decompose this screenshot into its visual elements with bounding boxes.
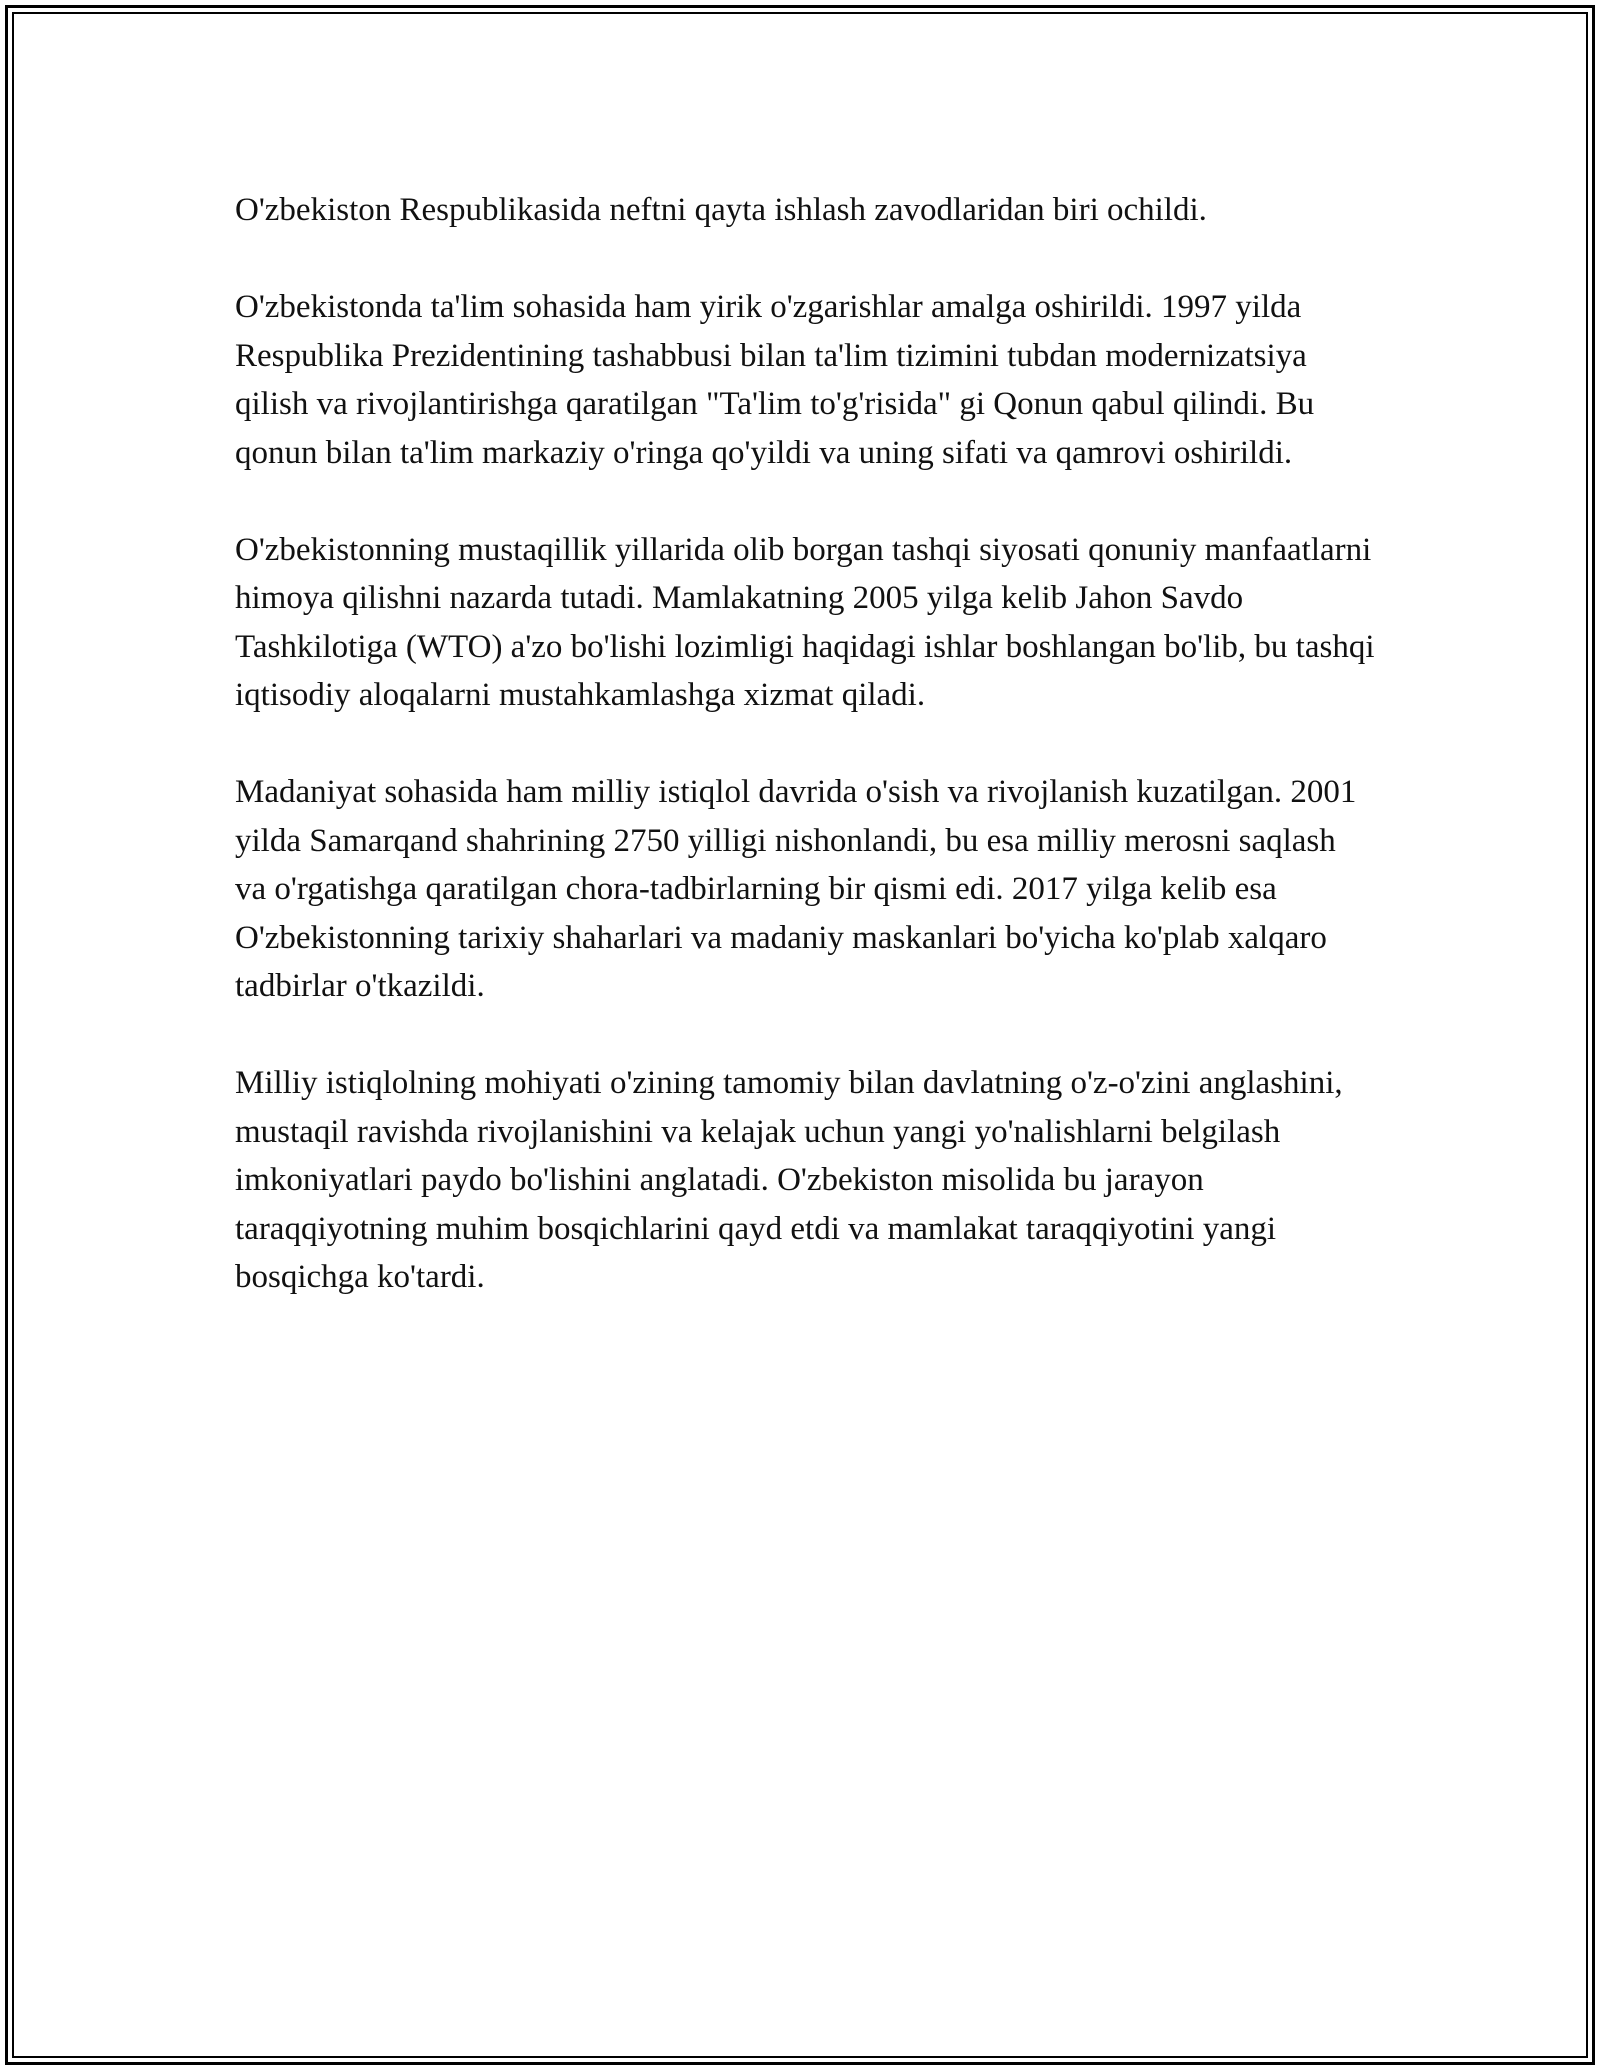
paragraph-refinery: O'zbekiston Respublikasida neftni qayta ishlash zavodlaridan biri ochildi. <box>235 192 1207 228</box>
document-body <box>235 186 1375 1350</box>
paragraph-independence: Milliy istiqlolning mohiyati o'zining tamomiy bilan davlatning o'z-o'zini anglashini, mustaqil ravishda rivojlanishini va kelajak uchun yangi yo'nalishlarni belgilash imkoniyatlari paydo bo'lishini anglatadi. O'zbekiston misolida bu jarayon taraqqiyotning muhim bosqichlarini qayd etdi va mamlakat taraqqiyotini yangi bosqichga ko'tardi. <box>235 1065 1343 1295</box>
paragraph-culture: Madaniyat sohasida ham milliy istiqlol davrida o'sish va rivojlanish kuzatilgan. 2001 yilda Samarqand shahrining 2750 yilligi nishonlandi, bu esa milliy merosni saqlash va o'rgatishga qaratilgan chora-tadbirlarning bir qismi edi. 2017 yilga kelib esa O'zbekistonning tarixiy shaharlari va madaniy maskanlari bo'yicha ko'plab xalqaro tadbirlar o'tkazildi. <box>235 774 1357 1004</box>
paragraph-foreign-policy: O'zbekistonning mustaqillik yillarida olib borgan tashqi siyosati qonuniy manfaatlarni himoya qilishni nazarda tutadi. Mamlakatning 2005 yilga kelib Jahon Savdo Tashkilotiga (WTO) a'zo bo'lishi lozimligi haqidagi ishlar boshlangan bo'lib, bu tashqi iqtisodiy aloqalarni mustahkamlashga xizmat qiladi. <box>235 531 1375 713</box>
paragraph-education: O'zbekistonda ta'lim sohasida ham yirik o'zgarishlar amalga oshirildi. 1997 yilda Respublika Prezidentining tashabbusi bilan ta'lim tizimini tubdan modernizatsiya qilish va rivojlantirishga qaratilgan "Ta'lim to'g'risida" gi Qonun qabul qilindi. Bu qonun bilan ta'lim markaziy o'ringa qo'yildi va uning sifati va qamrovi oshirildi. <box>235 289 1315 471</box>
